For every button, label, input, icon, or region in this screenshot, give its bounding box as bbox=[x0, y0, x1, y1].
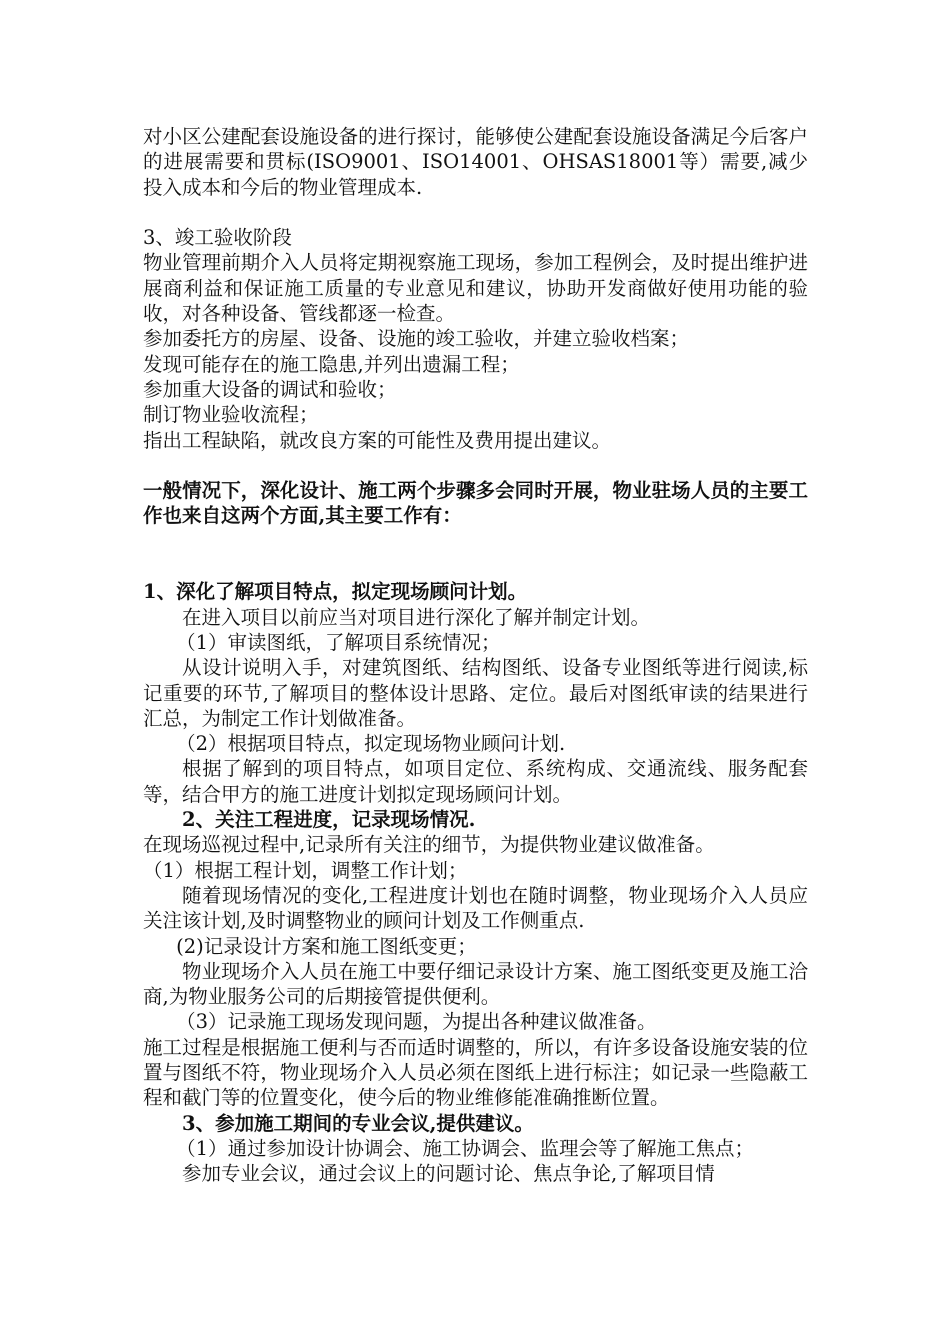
paragraph-record-changes: 物业现场介入人员在施工中要仔细记录设计方案、施工图纸变更及施工洽商,为物业服务公司的后期接管提供便利。 bbox=[143, 959, 808, 1009]
paragraph-meeting-discussion: 参加专业会议，通过会议上的问题讨论、焦点争论,了解项目情 bbox=[182, 1162, 715, 1186]
spacer bbox=[143, 453, 808, 478]
paragraph-record-issues: 施工过程是根据施工便利与否而适时调整的，所以，有许多设备设施安装的位置与图纸不符，物业现场介入人员必须在图纸上进行标注；如记录一些隐蔽工程和截门等的位置变化，使今后的物业维修能准确推断位置。 bbox=[143, 1035, 808, 1110]
document-page bbox=[143, 124, 808, 1186]
list-item-equipment-commissioning: 参加重大设备的调试和验收； bbox=[143, 377, 397, 401]
bold-summary-paragraph: 一般情况下，深化设计、施工两个步骤多会同时开展，物业驻场人员的主要工作也来自这两个方面,其主要工作有： bbox=[143, 479, 808, 528]
subheading-consulting-plan: （2）根据项目特点，拟定现场物业顾问计划. bbox=[176, 732, 566, 756]
heading-completion-acceptance: 3、竣工验收阶段 bbox=[143, 226, 292, 250]
paragraph-site-patrol: 在现场巡视过程中,记录所有关注的细节，为提供物业建议做准备。 bbox=[143, 833, 715, 857]
heading-project-progress: 2、关注工程进度，记录现场情况. bbox=[182, 808, 476, 832]
list-item-acceptance-archive: 参加委托方的房屋、设备、设施的竣工验收，并建立验收档案； bbox=[143, 327, 690, 351]
paragraph-drawing-review: 从设计说明入手，对建筑图纸、结构图纸、设备专业图纸等进行阅读,标记重要的环节,了解项目的整体设计思路、定位。最后对图纸审读的结果进行汇总，为制定工作计划做准备。 bbox=[143, 656, 808, 730]
paragraph-consulting-plan: 根据了解到的项目特点，如项目定位、系统构成、交通流线、服务配套等，结合甲方的施工进度计划拟定现场顾问计划。 bbox=[143, 757, 808, 806]
subheading-record-changes: (2)记录设计方案和施工图纸变更； bbox=[176, 934, 477, 958]
heading-project-understanding: 1、深化了解项目特点，拟定现场顾问计划。 bbox=[143, 580, 528, 604]
subheading-coordination-meetings: （1）通过参加设计协调会、施工协调会、监理会等了解施工焦点； bbox=[176, 1136, 755, 1160]
heading-professional-meetings: 3、参加施工期间的专业会议,提供建议。 bbox=[182, 1111, 534, 1135]
paragraph-adjust-plan: 随着现场情况的变化,工程进度计划也在随时调整，物业现场介入人员应关注该计划,及时调整物业的顾问计划及工作侧重点. bbox=[143, 883, 808, 933]
spacer bbox=[143, 529, 808, 580]
paragraph-site-inspection: 物业管理前期介入人员将定期视察施工现场，参加工程例会，及时提出维护进展商利益和保证施工质量的专业意见和建议，协助开发商做好使用功能的验收，对各种设备、管线都逐一检查。 bbox=[143, 251, 808, 326]
list-item-construction-hazards: 发现可能存在的施工隐患,并列出遗漏工程； bbox=[143, 352, 520, 376]
list-item-defects-suggestions: 指出工程缺陷，就改良方案的可能性及费用提出建议。 bbox=[143, 428, 612, 452]
spacer bbox=[143, 200, 808, 225]
subheading-review-drawings: （1）审读图纸，了解项目系统情况； bbox=[176, 630, 501, 654]
paragraph-plan-before-entry: 在进入项目以前应当对项目进行深化了解并制定计划。 bbox=[182, 605, 651, 629]
list-item-acceptance-process: 制订物业验收流程； bbox=[143, 403, 319, 427]
subheading-record-issues: （3）记录施工现场发现问题，为提出各种建议做准备。 bbox=[176, 1010, 657, 1034]
paragraph-facility-discussion: 对小区公建配套设施设备的进行探讨，能够使公建配套设施设备满足今后客户的进展需要和贯标(ISO9001、ISO14001、OHSAS18001等）需要,减少投入成本和今后的物业管理成本. bbox=[143, 125, 808, 199]
subheading-adjust-plan: （1）根据工程计划，调整工作计划； bbox=[143, 858, 468, 882]
